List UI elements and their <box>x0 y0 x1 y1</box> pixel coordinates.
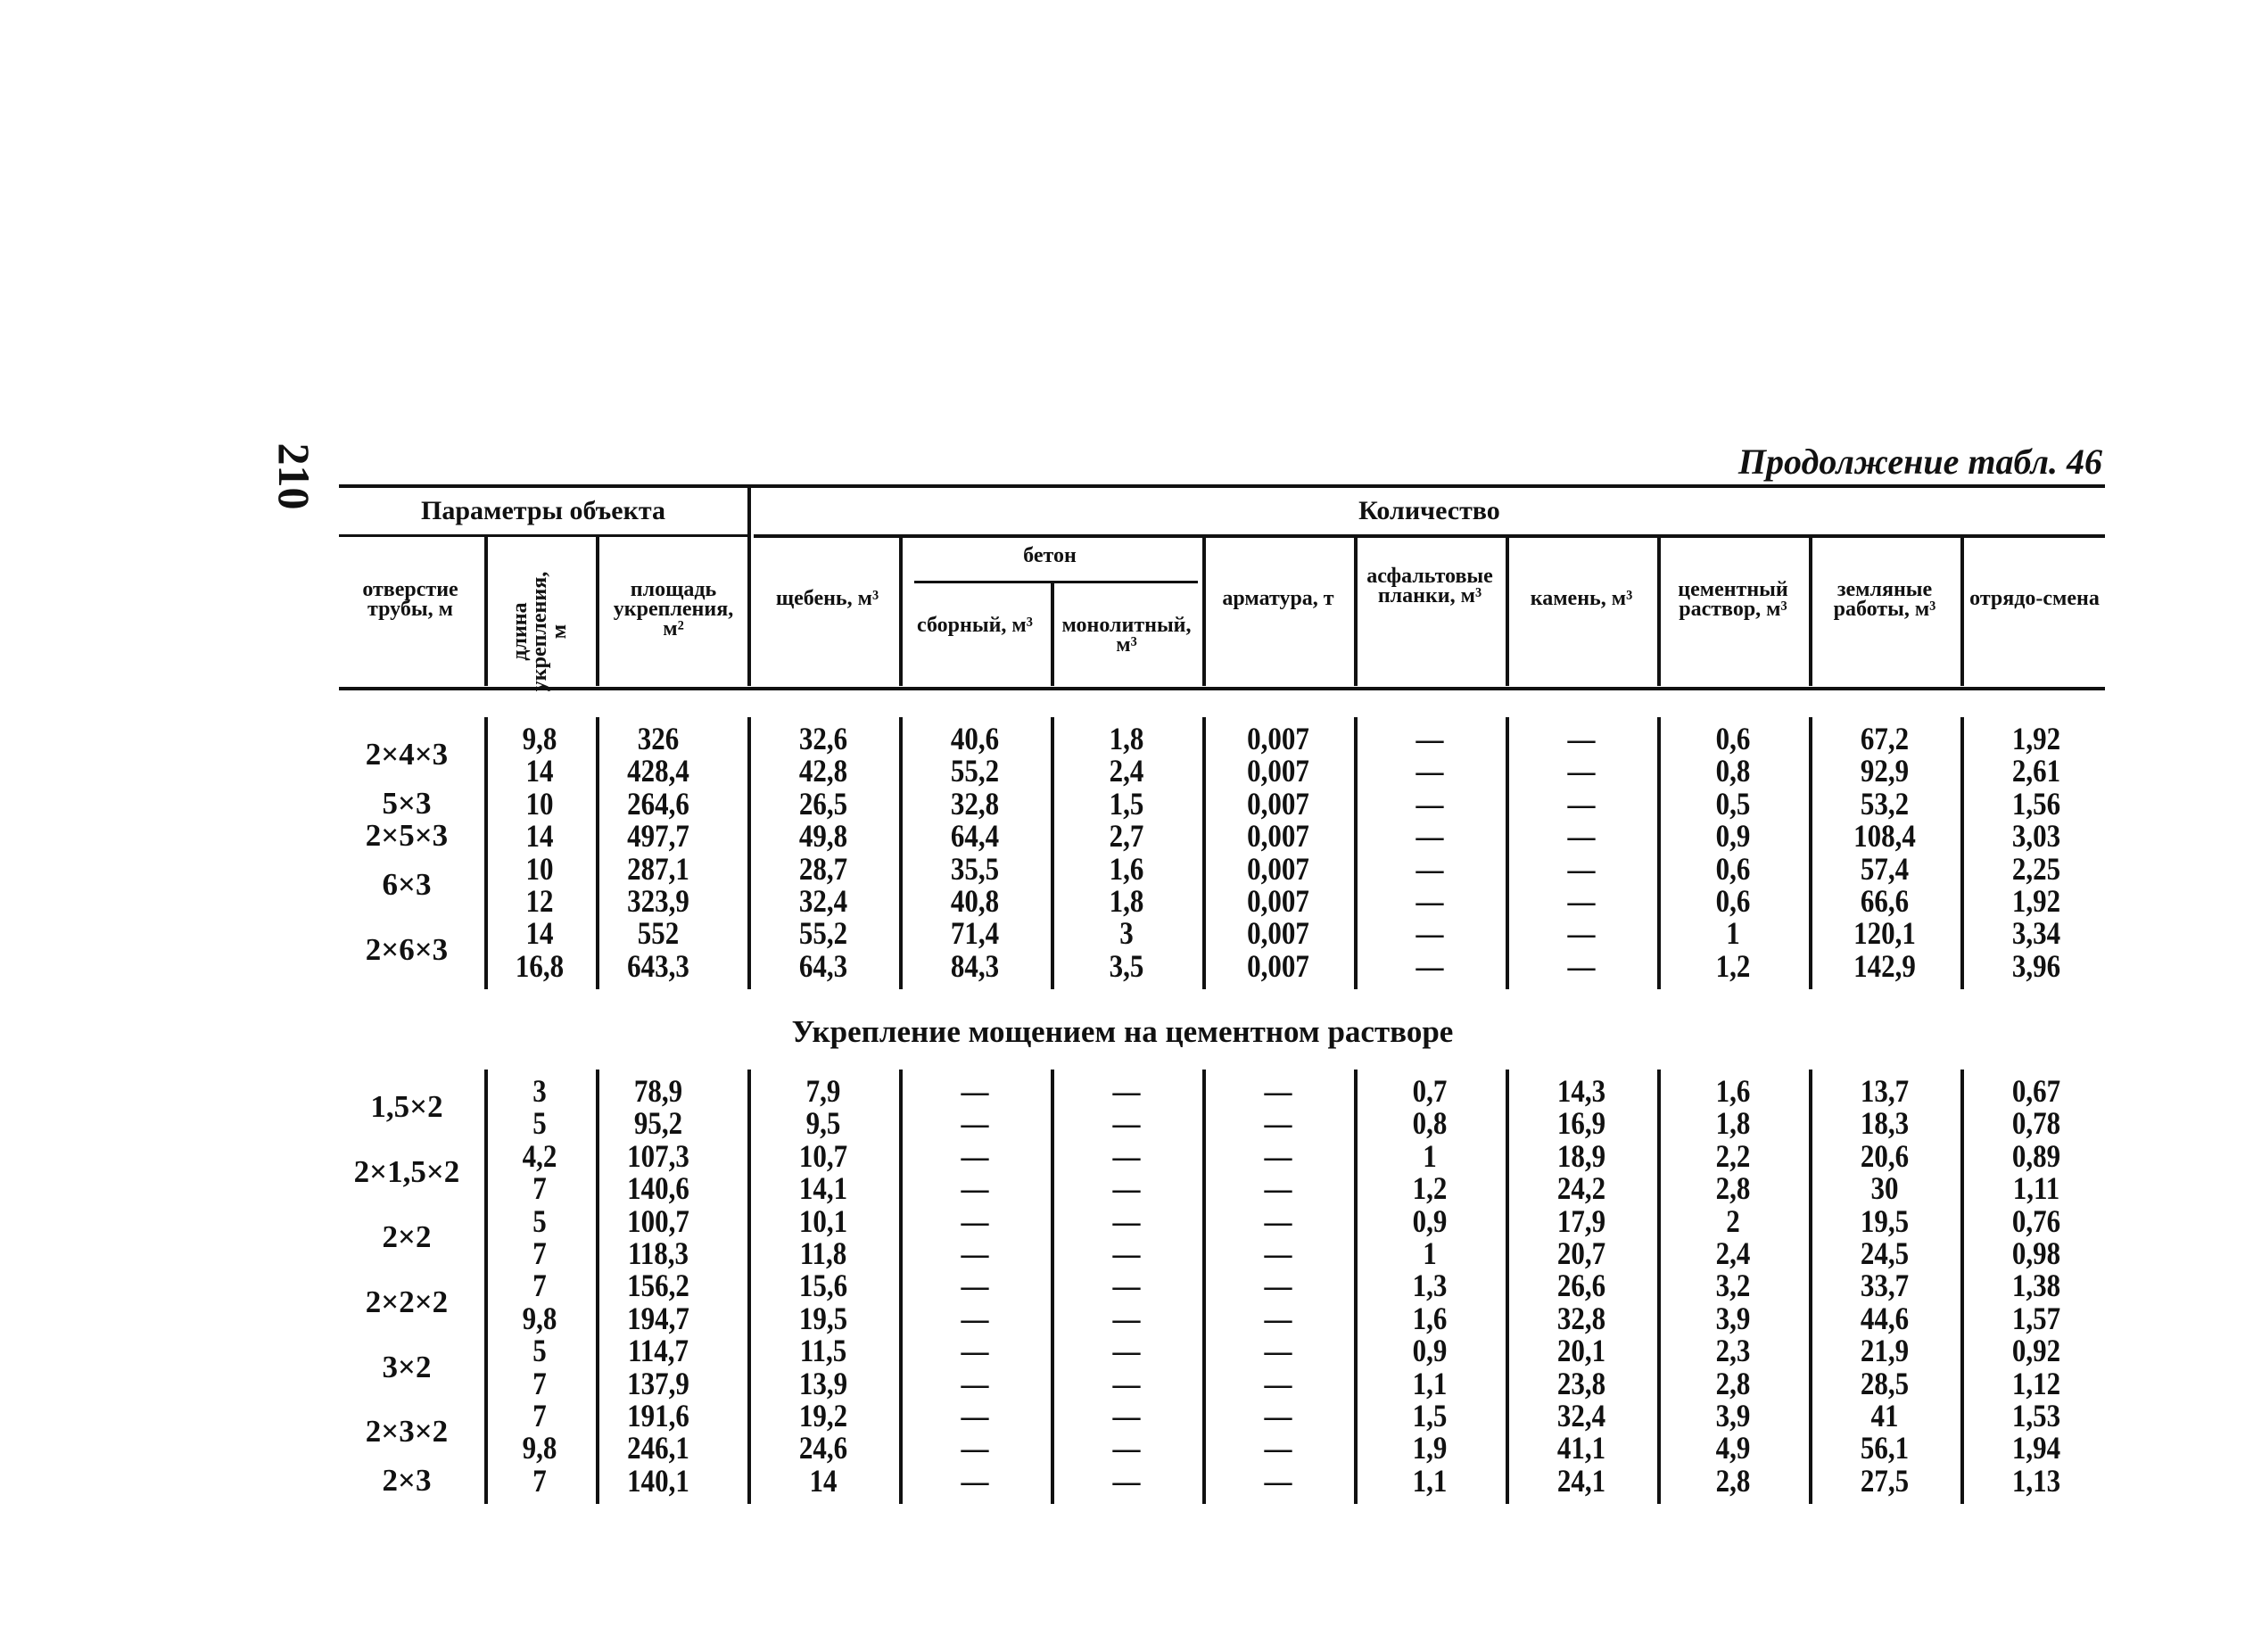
table-cell: — <box>1567 753 1596 789</box>
table-cell: 1,3 <box>1412 1268 1448 1304</box>
table-cell: 55,2 <box>798 915 848 952</box>
table-cell: 1,9 <box>1412 1430 1448 1466</box>
column-divider <box>1657 717 1661 989</box>
table-cell: 1,8 <box>1109 721 1144 756</box>
table-cell: 67,2 <box>1860 721 1910 756</box>
table-cell: 3 <box>1119 915 1134 952</box>
table-cell: 2,4 <box>1715 1235 1751 1271</box>
table-cell: 2,3 <box>1715 1333 1751 1369</box>
table-cell: 14 <box>525 753 554 789</box>
top-rule <box>339 484 2105 488</box>
table-cell: 497,7 <box>627 818 689 855</box>
table-cell: 3,9 <box>1715 1300 1751 1336</box>
table-cell: — <box>1264 1430 1292 1466</box>
table-cell: 246,1 <box>627 1430 689 1466</box>
table-cell: 64,3 <box>798 947 848 984</box>
table-cell: — <box>1112 1430 1141 1466</box>
pipe-opening-label: 2×1,5×2 <box>353 1154 460 1190</box>
table-cell: 64,4 <box>950 818 1000 855</box>
pipe-opening-label: 2×3 <box>382 1463 432 1498</box>
table-cell: 41 <box>1870 1397 1899 1433</box>
table-cell: 12 <box>525 882 554 919</box>
header-bottom-rule <box>339 687 2105 690</box>
table-cell: 1,94 <box>2011 1430 2061 1466</box>
table-cell: 118,3 <box>628 1235 689 1271</box>
table-cell: 7 <box>532 1397 547 1433</box>
table-cell: 1,6 <box>1412 1300 1448 1336</box>
table-cell: 66,6 <box>1860 882 1910 919</box>
table-cell: 23,8 <box>1556 1365 1606 1401</box>
pipe-opening-label: 2×2 <box>382 1219 432 1254</box>
table-cell: — <box>961 1268 989 1304</box>
table-cell: 1,53 <box>2011 1397 2061 1433</box>
table-cell: 7 <box>532 1462 547 1499</box>
table-cell: 27,5 <box>1860 1462 1910 1499</box>
table-cell: 5 <box>532 1202 547 1239</box>
pipe-opening-label: 2×3×2 <box>365 1414 449 1450</box>
table-cell: 1,12 <box>2011 1365 2061 1401</box>
table-cell: — <box>961 1462 989 1499</box>
table-cell: — <box>1567 785 1596 822</box>
header-divider <box>1506 538 1509 686</box>
table-cell: 24,1 <box>1556 1462 1606 1499</box>
header-divider <box>484 537 488 686</box>
table-cell: — <box>1567 915 1596 952</box>
table-cell: 1 <box>1423 1137 1437 1174</box>
table-cell: 40,6 <box>950 721 1000 756</box>
header-quantity: Количество <box>1358 496 1500 525</box>
table-cell: 0,007 <box>1247 785 1309 822</box>
table-cell: 3,5 <box>1109 947 1144 984</box>
table-cell: 2,7 <box>1109 818 1144 855</box>
header-concrete: бетон <box>1023 544 1077 567</box>
table-cell: 42,8 <box>798 753 848 789</box>
table-cell: 0,007 <box>1247 947 1309 984</box>
table-cell: 2,8 <box>1715 1462 1751 1499</box>
header-cement-mortar: цементный раствор, м³ <box>1678 578 1788 621</box>
table-cell: 18,3 <box>1860 1105 1910 1142</box>
table-cell: 0,007 <box>1247 753 1309 789</box>
table-cell: 140,6 <box>627 1170 689 1207</box>
table-cell: 0,8 <box>1715 753 1751 789</box>
table-cell: 1,56 <box>2011 785 2061 822</box>
table-cell: 57,4 <box>1860 850 1910 887</box>
table-cell: 3,34 <box>2011 915 2061 952</box>
table-cell: 14,3 <box>1556 1073 1606 1109</box>
table-cell: 1,92 <box>2011 721 2061 756</box>
table-cell: — <box>1112 1105 1141 1142</box>
table-cell: 49,8 <box>798 818 848 855</box>
table-cell: — <box>1264 1300 1292 1336</box>
table-cell: 20,6 <box>1860 1137 1910 1174</box>
table-cell: 552 <box>637 915 680 952</box>
table-cell: — <box>1112 1462 1141 1499</box>
table-cell: — <box>1112 1137 1141 1174</box>
pipe-opening-label: 6×3 <box>382 867 432 902</box>
table-cell: — <box>961 1430 989 1466</box>
table-cell: — <box>1416 947 1444 984</box>
table-cell: — <box>1264 1073 1292 1109</box>
table-cell: — <box>1567 882 1596 919</box>
column-divider <box>1960 717 1964 989</box>
table-cell: 194,7 <box>627 1300 689 1336</box>
table-cell: 1,5 <box>1109 785 1144 822</box>
table-cell: 9,8 <box>522 1300 557 1336</box>
table-cell: 1,1 <box>1412 1462 1448 1499</box>
table-cell: 0,92 <box>2011 1333 2061 1369</box>
table-cell: 0,7 <box>1412 1073 1448 1109</box>
table-cell: 0,98 <box>2011 1235 2061 1271</box>
table-cell: 24,2 <box>1556 1170 1606 1207</box>
column-divider <box>747 717 751 989</box>
table-cell: 9,8 <box>522 721 557 756</box>
table-cell: 84,3 <box>950 947 1000 984</box>
column-divider <box>1354 717 1358 989</box>
table-cell: — <box>1112 1300 1141 1336</box>
table-cell: — <box>1264 1235 1292 1271</box>
table-cell: 120,1 <box>1853 915 1916 952</box>
table-cell: 9,5 <box>805 1105 841 1142</box>
table-cell: 16,9 <box>1556 1105 1606 1142</box>
table-cell: — <box>1112 1333 1141 1369</box>
table-cell: — <box>1567 721 1596 756</box>
pipe-opening-label: 5×3 <box>382 786 432 821</box>
header-earthworks: земляные работы, м³ <box>1833 578 1936 621</box>
column-divider <box>1202 1070 1206 1504</box>
table-cell: 0,9 <box>1412 1202 1448 1239</box>
table-cell: 7 <box>532 1365 547 1401</box>
header-gravel: щебень, м³ <box>775 587 879 610</box>
table-cell: 0,6 <box>1715 850 1751 887</box>
header-object-parameters: Параметры объекта <box>421 496 665 525</box>
table-cell: 44,6 <box>1860 1300 1910 1336</box>
table-cell: 32,4 <box>798 882 848 919</box>
pipe-opening-label: 2×6×3 <box>365 931 449 967</box>
table-cell: — <box>1264 1462 1292 1499</box>
table-cell: 7,9 <box>805 1073 841 1109</box>
table-cell: 1,2 <box>1715 947 1751 984</box>
table-cell: 19,5 <box>798 1300 848 1336</box>
table-cell: 5 <box>532 1105 547 1142</box>
table-cell: — <box>1567 818 1596 855</box>
table-cell: 3,96 <box>2011 947 2061 984</box>
header-divider <box>596 537 599 686</box>
table-cell: 3,2 <box>1715 1268 1751 1304</box>
table-cell: 7 <box>532 1268 547 1304</box>
column-divider <box>1657 1070 1661 1504</box>
table-cell: — <box>1416 721 1444 756</box>
table-cell: 13,9 <box>798 1365 848 1401</box>
pipe-opening-label: 2×5×3 <box>365 818 449 854</box>
table-cell: 3 <box>532 1073 547 1109</box>
header-reinforcement-area: площадь укрепления, м² <box>613 578 734 640</box>
table-cell: 1,57 <box>2011 1300 2061 1336</box>
table-cell: — <box>1264 1397 1292 1433</box>
table-cell: 0,007 <box>1247 721 1309 756</box>
header-reinforcement-length: длина укрепления, м <box>508 571 571 692</box>
column-divider <box>1809 717 1812 989</box>
table-cell: 28,7 <box>798 850 848 887</box>
table-cell: — <box>1112 1235 1141 1271</box>
table-block-main <box>0 723 2245 982</box>
group-header-rule-right <box>754 534 2105 538</box>
column-divider <box>484 717 488 989</box>
table-cell: 108,4 <box>1853 818 1916 855</box>
group-header-rule-left <box>339 534 749 537</box>
table-cell: — <box>1264 1137 1292 1174</box>
table-cell: — <box>1264 1170 1292 1207</box>
table-cell: 1 <box>1726 915 1740 952</box>
table-cell: 2,61 <box>2011 753 2061 789</box>
table-cell: — <box>1264 1268 1292 1304</box>
column-divider <box>899 717 903 989</box>
table-cell: 10 <box>525 850 554 887</box>
table-cell: 323,9 <box>627 882 689 919</box>
table-cell: 1,2 <box>1412 1170 1448 1207</box>
column-divider <box>1506 1070 1509 1504</box>
table-cell: 11,8 <box>799 1235 847 1271</box>
table-cell: — <box>961 1397 989 1433</box>
table-cell: — <box>961 1365 989 1401</box>
header-pipe-opening: отверстие трубы, м <box>362 578 458 621</box>
table-cell: — <box>1264 1202 1292 1239</box>
table-cell: 7 <box>532 1170 547 1207</box>
table-cell: 326 <box>637 721 680 756</box>
pipe-opening-label: 3×2 <box>382 1349 432 1384</box>
table-cell: 20,7 <box>1556 1235 1606 1271</box>
pipe-opening-label: 1,5×2 <box>370 1089 443 1125</box>
column-divider <box>747 1070 751 1504</box>
table-cell: 3,9 <box>1715 1397 1751 1433</box>
table-cell: 1,11 <box>2012 1170 2060 1207</box>
table-cell: 100,7 <box>627 1202 689 1239</box>
table-cell: 26,5 <box>798 785 848 822</box>
table-cell: — <box>1112 1170 1141 1207</box>
column-divider <box>596 1070 599 1504</box>
table-cell: — <box>1567 947 1596 984</box>
table-cell: 287,1 <box>627 850 689 887</box>
table-cell: — <box>961 1235 989 1271</box>
table-cell: 1,92 <box>2011 882 2061 919</box>
table-cell: — <box>1416 882 1444 919</box>
table-cell: — <box>1416 785 1444 822</box>
header-rebar: арматура, т <box>1222 587 1334 610</box>
table-cell: 26,6 <box>1556 1268 1606 1304</box>
page-number: 210 <box>269 442 319 510</box>
table-cell: — <box>961 1202 989 1239</box>
table-cell: — <box>1416 818 1444 855</box>
table-cell: — <box>1264 1105 1292 1142</box>
header-crew-shift: отрядо-смена <box>1969 587 2100 610</box>
table-cell: 0,5 <box>1715 785 1751 822</box>
table-cell: 0,007 <box>1247 850 1309 887</box>
table-cell: 5 <box>532 1333 547 1369</box>
table-cell: 19,2 <box>798 1397 848 1433</box>
header-divider <box>1354 538 1358 686</box>
table-cell: 2 <box>1726 1202 1740 1239</box>
header-asphalt-planks: асфальтовые планки, м³ <box>1366 565 1493 607</box>
table-cell: 0,6 <box>1715 721 1751 756</box>
table-cell: 7 <box>532 1235 547 1271</box>
table-cell: 2,8 <box>1715 1170 1751 1207</box>
table-cell: — <box>1416 753 1444 789</box>
column-divider <box>484 1070 488 1504</box>
table-cell: 32,8 <box>1556 1300 1606 1336</box>
table-cell: 9,8 <box>522 1430 557 1466</box>
table-cell: 21,9 <box>1860 1333 1910 1369</box>
column-divider <box>1202 717 1206 989</box>
table-cell: — <box>1264 1333 1292 1369</box>
table-cell: — <box>1112 1365 1141 1401</box>
header-precast: сборный, м³ <box>917 614 1033 637</box>
table-cell: 0,67 <box>2011 1073 2061 1109</box>
table-cell: 14 <box>809 1462 838 1499</box>
table-cell: — <box>961 1073 989 1109</box>
table-cell: 3,03 <box>2011 818 2061 855</box>
table-cell: 20,1 <box>1556 1333 1606 1369</box>
table-cell: 107,3 <box>627 1137 689 1174</box>
table-cell: — <box>1567 850 1596 887</box>
table-cell: 30 <box>1870 1170 1899 1207</box>
table-cell: 1 <box>1423 1235 1437 1271</box>
table-cell: 10 <box>525 785 554 822</box>
table-cell: 71,4 <box>950 915 1000 952</box>
table-cell: 24,5 <box>1860 1235 1910 1271</box>
table-cell: 33,7 <box>1860 1268 1910 1304</box>
header-stone: камень, м³ <box>1530 587 1633 610</box>
table-block-paving <box>0 1075 2245 1497</box>
pipe-opening-label: 2×4×3 <box>365 737 449 772</box>
table-cell: — <box>961 1170 989 1207</box>
table-continuation-caption: Продолжение табл. 46 <box>1737 442 2102 482</box>
table-cell: 35,5 <box>950 850 1000 887</box>
column-divider <box>1051 717 1054 989</box>
table-cell: 95,2 <box>633 1105 683 1142</box>
table-cell: 1,5 <box>1412 1397 1448 1433</box>
table-cell: 264,6 <box>627 785 689 822</box>
table-cell: 15,6 <box>798 1268 848 1304</box>
table-cell: 643,3 <box>627 947 689 984</box>
table-cell: 32,4 <box>1556 1397 1606 1433</box>
table-cell: 2,2 <box>1715 1137 1751 1174</box>
table-cell: 0,89 <box>2011 1137 2061 1174</box>
table-cell: 16,8 <box>515 947 565 984</box>
table-cell: 1,8 <box>1109 882 1144 919</box>
table-cell: 2,25 <box>2011 850 2061 887</box>
table-cell: — <box>1112 1397 1141 1433</box>
table-cell: 14,1 <box>798 1170 848 1207</box>
table-cell: — <box>961 1105 989 1142</box>
pipe-opening-label: 2×2×2 <box>365 1284 449 1319</box>
table-cell: 0,007 <box>1247 915 1309 952</box>
table-cell: 1,6 <box>1109 850 1144 887</box>
table-cell: — <box>961 1137 989 1174</box>
column-divider <box>596 717 599 989</box>
table-cell: 0,8 <box>1412 1105 1448 1142</box>
table-cell: 1,8 <box>1715 1105 1751 1142</box>
header-divider <box>1960 538 1964 686</box>
table-cell: 142,9 <box>1853 947 1916 984</box>
table-cell: 4,2 <box>522 1137 557 1174</box>
table-cell: — <box>1264 1365 1292 1401</box>
table-cell: 2,4 <box>1109 753 1144 789</box>
table-cell: 11,5 <box>799 1333 847 1369</box>
header-divider <box>747 488 751 686</box>
table-cell: 137,9 <box>627 1365 689 1401</box>
table-cell: — <box>1416 850 1444 887</box>
header-monolithic: монолитный, м³ <box>1061 614 1192 657</box>
table-cell: 0,78 <box>2011 1105 2061 1142</box>
table-cell: 28,5 <box>1860 1365 1910 1401</box>
column-divider <box>1960 1070 1964 1504</box>
table-cell: 14 <box>525 818 554 855</box>
table-cell: 0,76 <box>2011 1202 2061 1239</box>
table-cell: — <box>1112 1202 1141 1239</box>
table-cell: 1,13 <box>2011 1462 2061 1499</box>
table-cell: 32,6 <box>798 721 848 756</box>
table-cell: 2,8 <box>1715 1365 1751 1401</box>
table-cell: 0,6 <box>1715 882 1751 919</box>
table-cell: 191,6 <box>627 1397 689 1433</box>
table-cell: 24,6 <box>798 1430 848 1466</box>
table-cell: 4,9 <box>1715 1430 1751 1466</box>
table-cell: 92,9 <box>1860 753 1910 789</box>
table-cell: 55,2 <box>950 753 1000 789</box>
table-cell: 428,4 <box>627 753 689 789</box>
header-divider <box>1202 538 1206 686</box>
table-cell: 156,2 <box>627 1268 689 1304</box>
table-cell: 40,8 <box>950 882 1000 919</box>
table-cell: — <box>1112 1073 1141 1109</box>
table-cell: 0,9 <box>1412 1333 1448 1369</box>
table-cell: 10,7 <box>798 1137 848 1174</box>
table-cell: 114,7 <box>628 1333 689 1369</box>
table-cell: 53,2 <box>1860 785 1910 822</box>
section-title: Укрепление мощением на цементном растворе <box>791 1014 1454 1049</box>
table-cell: 1,1 <box>1412 1365 1448 1401</box>
table-cell: — <box>1112 1268 1141 1304</box>
table-cell: 1,6 <box>1715 1073 1751 1109</box>
table-cell: 41,1 <box>1556 1430 1606 1466</box>
column-divider <box>899 1070 903 1504</box>
column-divider <box>1051 1070 1054 1504</box>
table-cell: 56,1 <box>1860 1430 1910 1466</box>
table-cell: 78,9 <box>633 1073 683 1109</box>
table-cell: — <box>961 1300 989 1336</box>
table-cell: 10,1 <box>798 1202 848 1239</box>
table-cell: 0,007 <box>1247 818 1309 855</box>
column-divider <box>1354 1070 1358 1504</box>
table-cell: — <box>1416 915 1444 952</box>
table-cell: 18,9 <box>1556 1137 1606 1174</box>
table-cell: 13,7 <box>1860 1073 1910 1109</box>
table-cell: 14 <box>525 915 554 952</box>
table-cell: 0,007 <box>1247 882 1309 919</box>
table-cell: 1,38 <box>2011 1268 2061 1304</box>
table-cell: 32,8 <box>950 785 1000 822</box>
table-cell: — <box>961 1333 989 1369</box>
column-divider <box>1506 717 1509 989</box>
table-cell: 140,1 <box>627 1462 689 1499</box>
table-cell: 17,9 <box>1556 1202 1606 1239</box>
table-cell: 19,5 <box>1860 1202 1910 1239</box>
concrete-subheader-rule <box>914 581 1198 583</box>
table-cell: 0,9 <box>1715 818 1751 855</box>
column-divider <box>1809 1070 1812 1504</box>
